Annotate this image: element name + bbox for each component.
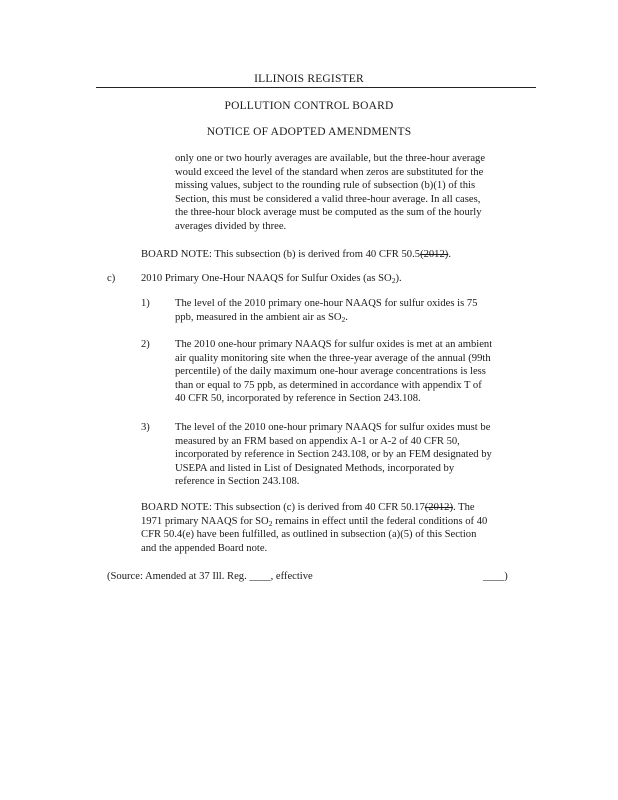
board-note-c: BOARD NOTE: This subsection (c) is derived from 40 CFR 50.17(2012). The 1971 primary NAAQS for $SO_2$ remains in effect until the federal conditions of 40 CFR 50.4(e) have been fulfilled, as outlined in subsection (a)(5) of this Section and the appended Board note.	[141, 502, 488, 554]
struck-text: (2012)	[424, 502, 454, 513]
paragraph-line: averages divided by three.	[175, 220, 287, 232]
item-3-text: The level of the 2010 one-hour primary NAAQS for sulfur oxides must be measured by an FRM based on appendix A-1 or A-2 of 40 CFR 50, incorporated by reference in Section 243.108, or by an FEM designated by USEPA and listed in List of Designated Methods, incorporated by reference in Section 243.108.	[175, 422, 492, 488]
notice-title: NOTICE OF ADOPTED AMENDMENTS	[206, 126, 412, 138]
struck-text: (2012)	[420, 249, 449, 260]
continuation-paragraph	[175, 152, 555, 234]
paragraph-line: missing values, subject to the rounding rule of subsection (b)(1) of this	[175, 180, 476, 192]
section-c-title: 2010 Primary One-Hour NAAQS for Sulfur Oxides (as $SO_2$).	[141, 273, 402, 285]
source-citation-end: ____)	[483, 571, 508, 582]
paragraph-line: the three-hour block average must be computed as the sum of the hourly	[175, 207, 482, 219]
item-1-text: The level of the 2010 primary one-hour NAAQS for sulfur oxides is 75 ppb, measured in the ambient air as $SO_2$.	[175, 298, 478, 324]
item-1-number: 1)	[141, 298, 150, 309]
header-rule	[96, 87, 536, 88]
item-3-number: 3)	[141, 422, 150, 433]
register-title: ILLINOIS REGISTER	[254, 73, 364, 85]
source-citation: (Source: Amended at 37 Ill. Reg. ____, effective	[107, 571, 313, 582]
board-title: POLLUTION CONTROL BOARD	[224, 100, 394, 112]
item-2-number: 2)	[141, 339, 150, 350]
item-2-text: The 2010 one-hour primary NAAQS for sulfur oxides is met at an ambient air quality monitoring site when the three-year average of the annual (99th percentile) of the daily maximum one-hour average concentrations is less than or equal to 75 ppb, as determined in accordance with appendix T of 40 CFR 50, incorporated by reference in Section 243.108.	[175, 339, 493, 405]
paragraph-line: would exceed the level of the standard when zeros are substituted for the	[175, 166, 484, 178]
paragraph-line: only one or two hourly averages are available, but the three-hour average	[175, 153, 486, 164]
paragraph-line: Section, this must be considered a valid three-hour average. In all cases,	[175, 193, 481, 205]
board-note-b: BOARD NOTE: This subsection (b) is derived from 40 CFR 50.5(2012).	[141, 249, 451, 260]
section-c-label: c)	[107, 273, 116, 284]
